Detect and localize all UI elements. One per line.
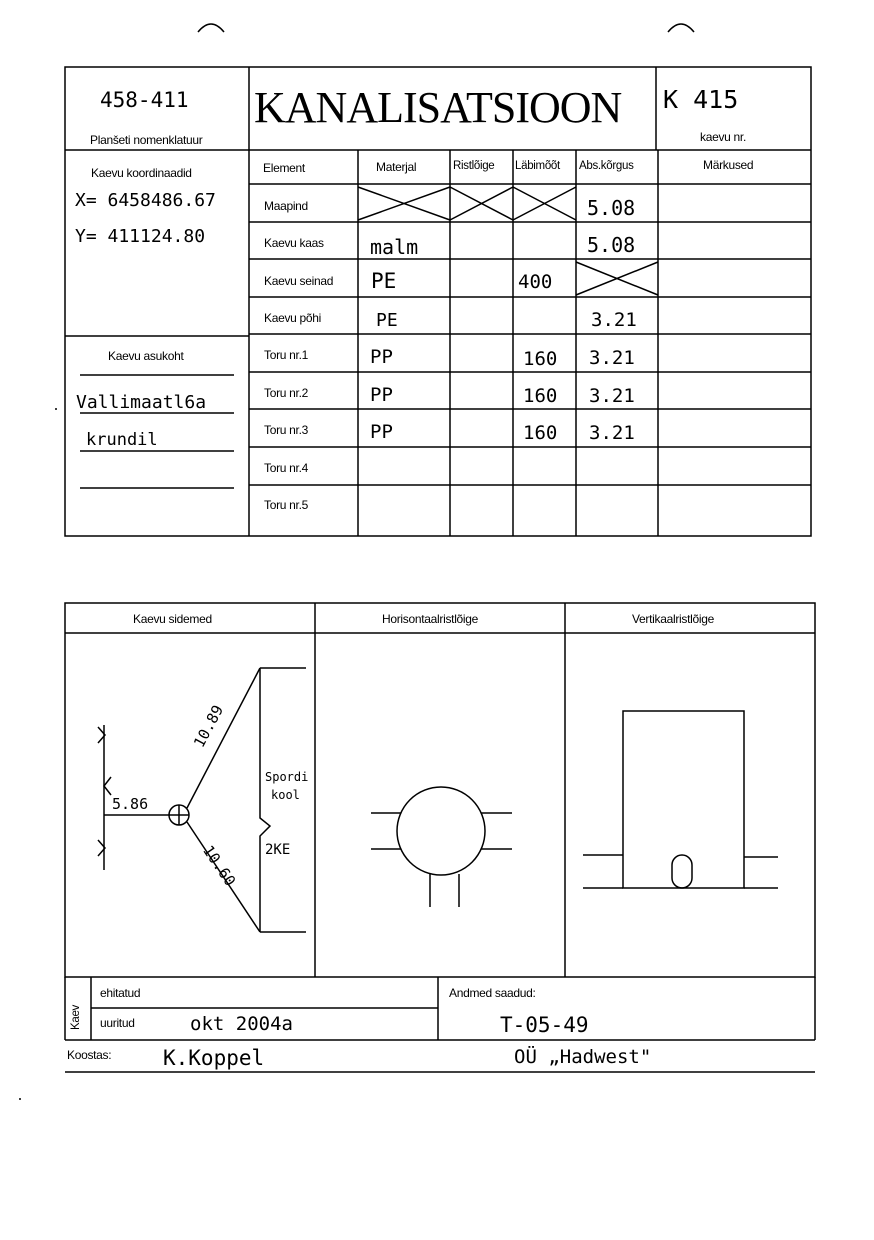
col-header-material: Materjal (376, 160, 417, 174)
note-2ke: 2KE (265, 842, 291, 858)
plan-label: Planšeti nomenklatuur (90, 133, 203, 147)
cell-elevation-bottom: 3.21 (591, 309, 637, 331)
cell-material-bottom: PE (376, 310, 398, 331)
note-sports-2: kool (271, 788, 300, 802)
coordinate-y: Y= 411124.80 (75, 226, 206, 247)
row-label-bottom: Kaevu põhi (264, 311, 322, 325)
cell-elevation-pipe-1: 3.21 (589, 347, 635, 369)
well-side-label: Kaev (70, 1004, 82, 1030)
cell-elevation-pipe-3: 3.21 (589, 422, 635, 444)
col-header-cross-section: Ristlõige (453, 160, 495, 172)
cell-material-pipe-1: PP (370, 346, 393, 368)
location-line-1: Vallimaatl6a (76, 392, 207, 413)
location-label: Kaevu asukoht (108, 349, 184, 363)
row-label-pipe-3: Toru nr.3 (264, 423, 308, 437)
cell-diameter-pipe-1: 160 (523, 348, 558, 370)
row-label-pipe-2: Toru nr.2 (264, 386, 308, 400)
coordinate-x: X= 6458486.67 (75, 190, 216, 211)
row-label-pipe-5: Toru nr.5 (264, 498, 308, 512)
well-id: K 415 (663, 85, 739, 114)
cell-diameter-walls: 400 (518, 271, 553, 293)
vertical-section-label: Vertikaalristlõige (632, 612, 714, 626)
cell-elevation-ground: 5.08 (587, 196, 636, 220)
data-source-label: Andmed saadud: (449, 986, 536, 1000)
punch-hole-left (198, 24, 224, 32)
form-title: KANALISATSIOON (254, 83, 622, 132)
note-sports-1: Spordi (265, 770, 309, 784)
punch-hole-right (668, 24, 694, 32)
company-name: OÜ „Hadwest" (514, 1046, 652, 1068)
cell-material-pipe-3: PP (370, 421, 393, 443)
row-label-pipe-1: Toru nr.1 (264, 348, 308, 362)
built-label: ehitatud (100, 986, 141, 1000)
location-line-2: krundil (86, 430, 158, 450)
row-label-ground: Maapind (264, 199, 308, 213)
row-label-cover: Kaevu kaas (264, 236, 324, 250)
horizontal-section-label: Horisontaalristlõige (382, 612, 479, 626)
col-header-elevation: Abs.kõrgus (579, 160, 634, 172)
compiled-by: K.Koppel (163, 1046, 265, 1070)
plan-number: 458-411 (100, 88, 189, 112)
cell-elevation-pipe-2: 3.21 (589, 385, 635, 407)
col-header-notes: Märkused (703, 158, 754, 172)
compiled-label: Koostas: (67, 1048, 112, 1062)
surveyed-value: okt 2004a (190, 1013, 293, 1035)
well-label: kaevu nr. (700, 130, 746, 144)
dimension-lower: 10.60 (199, 842, 240, 890)
coordinates-label: Kaevu koordinaadid (91, 166, 192, 180)
col-header-element: Element (263, 161, 305, 175)
col-header-diameter: Läbimõõt (515, 160, 560, 172)
ties-label: Kaevu sidemed (133, 612, 212, 626)
cell-material-walls: PE (371, 269, 397, 293)
data-source-value: T-05-49 (500, 1013, 589, 1037)
cell-elevation-cover: 5.08 (587, 233, 636, 257)
row-label-pipe-4: Toru nr.4 (264, 461, 308, 475)
dimension-upper: 10.89 (190, 702, 228, 751)
cell-material-cover: malm (370, 235, 419, 259)
row-label-walls: Kaevu seinad (264, 274, 334, 288)
cell-diameter-pipe-2: 160 (523, 385, 558, 407)
surveyed-label: uuritud (100, 1016, 135, 1030)
dimension-left: 5.86 (112, 795, 149, 813)
cell-material-pipe-2: PP (370, 384, 393, 406)
cell-diameter-pipe-3: 160 (523, 422, 558, 444)
